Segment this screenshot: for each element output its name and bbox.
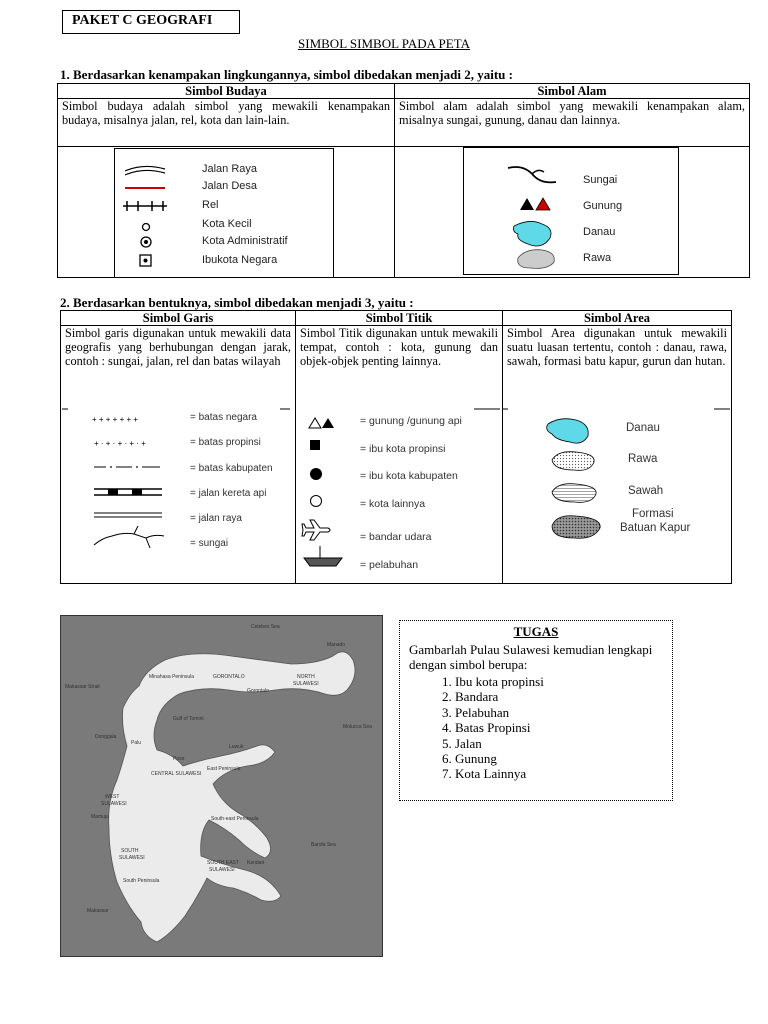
map-label: Celebes Sea <box>251 624 280 630</box>
map-label: Makassar Strait <box>65 684 100 690</box>
paket-title: PAKET C GEOGRAFI <box>62 10 240 34</box>
map-label: South Peninsula <box>123 878 160 884</box>
garis-jalan-raya: = jalan raya <box>190 513 242 524</box>
legend-budaya <box>114 148 334 278</box>
map-label: WEST <box>105 794 120 800</box>
area-danau: Danau <box>626 422 660 434</box>
tugas-box <box>399 620 673 801</box>
titik-pelabuhan: = pelabuhan <box>360 559 419 571</box>
legend-kota-kecil: Kota Kecil <box>202 218 252 230</box>
titik-gunung: = gunung /gunung api <box>360 415 462 427</box>
tugas-list <box>400 674 672 782</box>
svg-text:+ · + · + · + · +: + · + · + · + · + <box>94 439 146 448</box>
map-label: GORONTALO <box>213 674 245 680</box>
legend-alam-icons <box>464 148 678 274</box>
map-label: Minahasa Peninsula <box>149 674 195 680</box>
col-header-budaya: Simbol Budaya <box>58 84 395 99</box>
map-label: SULAWESI <box>293 681 319 687</box>
section1-heading: 1. Berdasarkan kenampakan lingkungannya, simbol dibedakan menjadi 2, yaitu : <box>60 67 513 82</box>
legend-kota-administratif: Kota Administratif <box>202 235 288 247</box>
garis-sungai: = sungai <box>190 538 229 549</box>
desc-area: Simbol Area digunakan untuk mewakili suatu luasan tertentu, contoh : danau, rawa, sawah, formasi batu kapur, gurun dan hutan. <box>503 326 732 584</box>
list-item: 6. Gunung <box>455 751 672 766</box>
map-label: Banda Sea <box>311 842 336 848</box>
tugas-intro: Gambarlah Pulau Sulawesi kemudian lengkapi dengan simbol berupa: <box>409 642 653 672</box>
col-header-garis: Simbol Garis <box>61 311 296 326</box>
map-label: Molucca Sea <box>343 724 372 730</box>
legend-gunung: Gunung <box>583 200 623 212</box>
map-label: Luwuk <box>229 744 244 750</box>
desc-garis: Simbol garis digunakan untuk mewakili data geografis yang berhubungan dengan jarak, contoh : sungai, jalan, rel dan batas wilayah <box>61 326 296 584</box>
garis-batas-kabupaten: = batas kabupaten <box>190 463 273 474</box>
section2-heading: 2. Berdasarkan bentuknya, simbol dibedakan menjadi 3, yaitu : <box>60 295 414 310</box>
col-header-titik: Simbol Titik <box>296 311 503 326</box>
legend-rawa: Rawa <box>583 252 612 264</box>
list-item: 7. Kota Lainnya <box>455 766 672 781</box>
tugas-title: TUGAS <box>513 624 559 639</box>
sulawesi-island <box>61 616 382 956</box>
map-label: Manado <box>327 642 346 648</box>
map-label: SULAWESI <box>119 855 145 861</box>
svg-text:+ + + + + + +: + + + + + + + <box>92 415 139 424</box>
legend-rel: Rel <box>202 199 219 211</box>
list-item: 3. Pelabuhan <box>455 705 672 720</box>
legend-jalan-raya: Jalan Raya <box>202 163 258 175</box>
col-header-alam: Simbol Alam <box>395 84 750 99</box>
legend-alam <box>463 147 679 275</box>
map-label: South-east Peninsula <box>211 816 259 822</box>
legend-jalan-desa: Jalan Desa <box>202 180 258 192</box>
map-label: Kendari <box>247 860 265 866</box>
garis-batas-negara: = batas negara <box>190 412 257 423</box>
desc-titik: Simbol Titik digunakan untuk mewakili tempat, contoh : kota, gunung dan objek-objek penting lainnya. <box>296 326 503 584</box>
map-label: Gulf of Tomini <box>173 716 204 722</box>
list-item: 5. Jalan <box>455 736 672 751</box>
titik-kota-lainnya: = kota lainnya <box>360 498 426 510</box>
map-label: Palu <box>131 740 142 746</box>
desc-budaya: Simbol budaya adalah simbol yang mewakili kenampakan budaya, misalnya jalan, rel, kota dan lain-lain. <box>58 99 395 147</box>
map-label: East Peninsula <box>207 766 241 772</box>
titik-ibu-kota-propinsi: = ibu kota propinsi <box>360 443 446 455</box>
list-item: 2. Bandara <box>455 689 672 704</box>
map-label: SULAWESI <box>101 801 127 807</box>
area-rawa: Rawa <box>628 453 658 465</box>
map-label: CENTRAL SULAWESI <box>151 771 202 777</box>
garis-symbols <box>62 400 292 560</box>
map-label: Mamuju <box>91 814 109 820</box>
map-label: SULAWESI <box>209 867 235 873</box>
legend-ibukota-negara: Ibukota Negara <box>202 254 278 266</box>
map-label: SOUTH EAST <box>207 860 239 866</box>
garis-jalan-kereta-api: = jalan kereta api <box>190 488 267 499</box>
sulawesi-map <box>60 615 383 957</box>
list-item: 1. Ibu kota propinsi <box>455 674 672 689</box>
page-title: SIMBOL SIMBOL PADA PETA <box>298 36 470 51</box>
map-label: Makassar <box>87 908 109 914</box>
col-header-area: Simbol Area <box>503 311 732 326</box>
map-label: Donggala <box>95 734 117 740</box>
map-label: Poso <box>173 756 185 762</box>
titik-bandar-udara: = bandar udara <box>360 531 432 543</box>
map-label: SOUTH <box>121 848 139 854</box>
titik-ibu-kota-kabupaten: = ibu kota kabupaten <box>360 470 458 482</box>
area-sawah: Sawah <box>628 485 664 497</box>
area-formasi: Formasi <box>632 508 674 520</box>
map-label: NORTH <box>297 674 315 680</box>
legend-danau: Danau <box>583 226 616 238</box>
garis-batas-propinsi: = batas propinsi <box>190 437 261 448</box>
desc-alam: Simbol alam adalah simbol yang mewakili kenampakan alam, misalnya sungai, gunung, danau dan lainnya. <box>395 99 750 147</box>
list-item: 4. Batas Propinsi <box>455 720 672 735</box>
map-label: Gorontalo <box>247 688 269 694</box>
area-symbols <box>502 400 730 550</box>
area-batuan-kapur: Batuan Kapur <box>620 522 691 534</box>
legend-sungai: Sungai <box>583 174 618 186</box>
